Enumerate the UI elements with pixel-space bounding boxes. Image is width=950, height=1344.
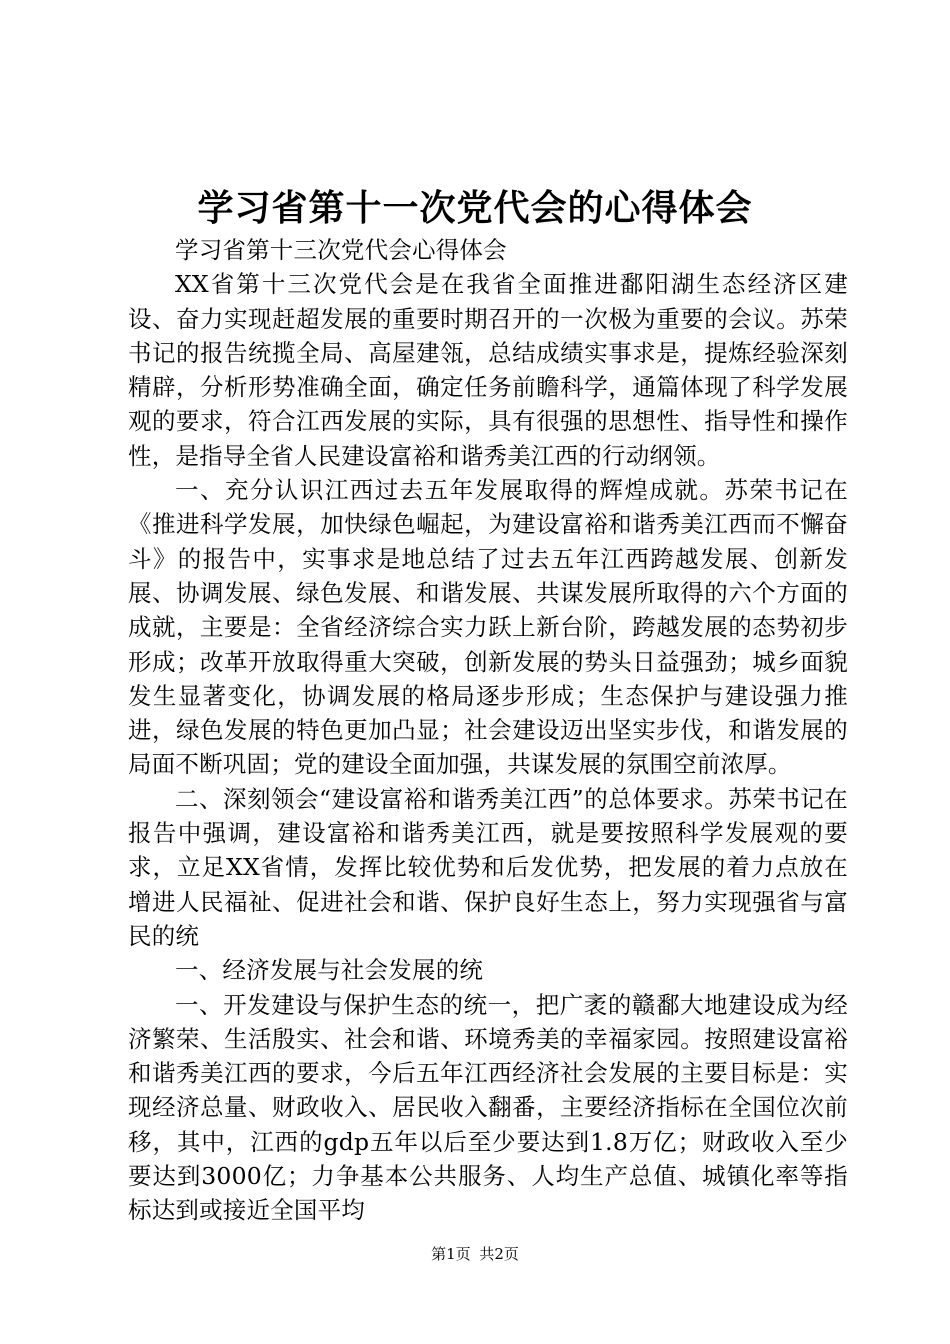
paragraph-section-1: 一、充分认识江西过去五年发展取得的辉煌成就。苏荣书记在《推进科学发展，加快绿色崛起，为建设富裕和谐秀美江西而不懈奋斗》的报告中，实事求是地总结了过去五年江西跨越发展、创新发展、协调发展、绿色发展、和谐发展、共谋发展所取得的六个方面的成就，主要是：全省经济综合实力跃上新台阶，跨越发展的态势初步形成；改革开放取得重大突破，创新发展的势头日益强劲；城乡面貌发生显著变化，协调发展的格局逐步形成；生态保护与建设强力推进，绿色发展的特色更加凸显；社会建设迈出坚实步伐，和谐发展的局面不断巩固；党的建设全面加强，共谋发展的氛围空前浓厚。: [128, 476, 848, 779]
page-footer: [0, 1244, 950, 1264]
page-total: 共2页: [479, 1245, 519, 1263]
document-title: 学习省第十一次党代会的心得体会: [197, 188, 753, 229]
paragraph-goals: 一、开发建设与保护生态的统一，把广袤的赣鄱大地建设成为经济繁荣、生活殷实、社会和谐、环境秀美的幸福家园。按照建设富裕和谐秀美江西的要求，今后五年江西经济社会发展的主要目标是：实现经济总量、财政收入、居民收入翻番，主要经济指标在全国位次前移，其中，江西的gdp五年以后至少要达到1.8万亿；财政收入至少要达到3000亿；力争基本公共服务、人均生产总值、城镇化率等指标达到或接近全国平均: [128, 990, 848, 1225]
paragraph-section-2: 二、深刻领会“建设富裕和谐秀美江西”的总体要求。苏荣书记在报告中强调，建设富裕和谐秀美江西，就是要按照科学发展观的要求，立足XX省情，发挥比较优势和后发优势，把发展的着力点放在增进人民福祉、促进社会和谐、保护良好生态上，努力实现强省与富民的统: [128, 784, 848, 950]
paragraph-subtitle: 学习省第十三次党代会心得体会: [175, 236, 507, 264]
document-body: [128, 233, 848, 1228]
page-number: 第1页: [431, 1245, 471, 1263]
paragraph-heading-unity: 一、经济发展与社会发展的统: [175, 956, 484, 985]
paragraph-intro: XX省第十三次党代会是在我省全面推进鄱阳湖生态经济区建设、奋力实现赶超发展的重要时期召开的一次极为重要的会议。苏荣书记的报告统揽全局、高屋建瓴，总结成绩实事求是，提炼经验深刻精辟，分析形势准确全面，确定任务前瞻科学，通篇体现了科学发展观的要求，符合江西发展的实际，具有很强的思想性、指导性和操作性，是指导全省人民建设富裕和谐秀美江西的行动纲领。: [128, 270, 848, 470]
